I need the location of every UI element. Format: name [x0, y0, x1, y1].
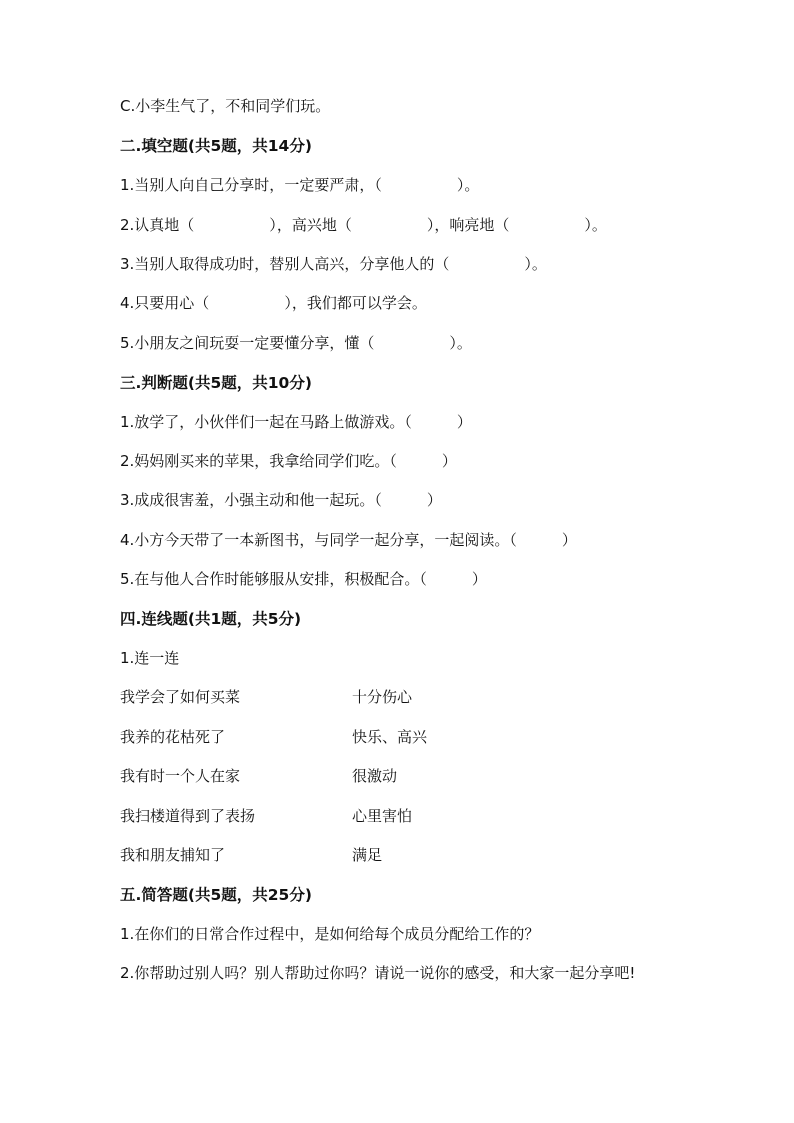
match-left-item: 我学会了如何买菜: [120, 688, 241, 706]
judge-question-5: 5.在与他人合作时能够服从安排，积极配合。（ ）: [120, 570, 487, 588]
option-c: C.小李生气了，不和同学们玩。: [120, 97, 331, 115]
match-right-item: 心里害怕: [352, 807, 413, 825]
judge-question-1: 1.放学了，小伙伴们一起在马路上做游戏。（ ）: [120, 413, 472, 431]
section-2-title: 二.填空题(共5题，共14分): [120, 137, 312, 155]
match-right-item: 很激动: [352, 767, 398, 785]
section-3-title: 三.判断题(共5题，共10分): [120, 374, 312, 392]
match-left-item: 我养的花枯死了: [120, 728, 226, 746]
section-5-title: 五.简答题(共5题，共25分): [120, 886, 312, 904]
fill-question-4: 4.只要用心（ ），我们都可以学会。: [120, 294, 427, 312]
judge-question-4: 4.小方今天带了一本新图书，与同学一起分享，一起阅读。（ ）: [120, 531, 577, 549]
match-question-1: 1.连一连: [120, 649, 180, 667]
fill-question-1: 1.当别人向自己分享时，一定要严肃，（ ）。: [120, 176, 480, 194]
match-left-item: 我有时一个人在家: [120, 767, 241, 785]
short-answer-question-1: 1.在你们的日常合作过程中，是如何给每个成员分配给工作的？: [120, 925, 540, 943]
match-right-item: 快乐、高兴: [352, 728, 428, 746]
match-left-item: 我和朋友捕知了: [120, 846, 226, 864]
section-4-title: 四.连线题(共1题，共5分): [120, 610, 302, 628]
match-right-item: 十分伤心: [352, 688, 413, 706]
fill-question-3: 3.当别人取得成功时，替别人高兴，分享他人的（ ）。: [120, 255, 547, 273]
judge-question-3: 3.成成很害羞，小强主动和他一起玩。（ ）: [120, 491, 442, 509]
match-left-item: 我扫楼道得到了表扬: [120, 807, 256, 825]
match-right-item: 满足: [352, 846, 383, 864]
fill-question-2: 2.认真地（ ），高兴地（ ），响亮地（ ）。: [120, 216, 607, 234]
short-answer-question-2: 2.你帮助过别人吗？别人帮助过你吗？请说一说你的感受，和大家一起分享吧!: [120, 964, 636, 982]
judge-question-2: 2.妈妈刚买来的苹果，我拿给同学们吃。（ ）: [120, 452, 457, 470]
fill-question-5: 5.小朋友之间玩耍一定要懂分享，懂（ ）。: [120, 334, 472, 352]
